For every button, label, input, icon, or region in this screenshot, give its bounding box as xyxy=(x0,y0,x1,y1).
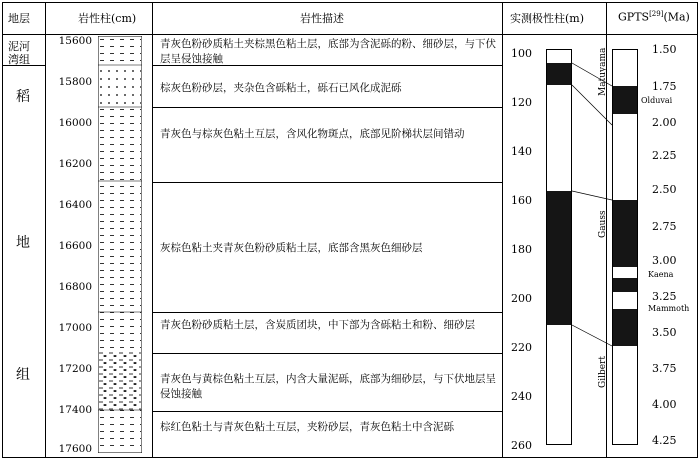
chron-olduvai-label: Olduvai xyxy=(641,96,673,105)
gpts-tick: 4.00 xyxy=(652,398,677,411)
gpts-tick: 2.75 xyxy=(652,220,677,233)
gpts-ref: [29] xyxy=(649,10,664,18)
gpts-normal-olduvai xyxy=(613,86,637,114)
depth-tick: 16200 xyxy=(58,158,92,170)
lith-layer-3 xyxy=(99,107,141,181)
depth-tick: 17000 xyxy=(58,322,92,334)
gpts-tick: 3.75 xyxy=(652,362,677,375)
depth-tick: 16800 xyxy=(58,281,92,293)
description-divider xyxy=(152,312,502,313)
depth-tick: 17200 xyxy=(58,363,92,375)
polarity-normal-2 xyxy=(547,191,571,325)
polarity-tick: 180 xyxy=(511,243,532,256)
depth-tick: 15600 xyxy=(58,35,92,47)
unit-zu: 组 xyxy=(16,367,30,383)
chron-matuyama-label: Matuyama xyxy=(598,47,608,96)
header-description: 岩性描述 xyxy=(300,12,344,25)
description-divider xyxy=(152,107,502,108)
description-row-3: 青灰色与棕灰色粘土互层，含风化物斑点，底部见阶梯状层间错动 xyxy=(160,128,465,140)
description-divider xyxy=(152,182,502,183)
unit-nihewan-line2: 湾组 xyxy=(8,53,30,66)
unit-di: 地 xyxy=(16,235,30,251)
header-polarity-column: 实测极性柱(m) xyxy=(510,12,585,25)
gpts-tick: 4.25 xyxy=(652,434,677,447)
depth-tick: 16600 xyxy=(58,240,92,252)
chron-kaena-label: Kaena xyxy=(648,270,674,279)
gpts-tick: 1.50 xyxy=(652,43,677,56)
header-gpts xyxy=(618,10,690,24)
unit-dao: 稻 xyxy=(16,89,30,105)
depth-tick: 17400 xyxy=(58,404,92,416)
gpts-unit: (Ma) xyxy=(663,10,690,24)
description-divider xyxy=(152,353,502,354)
polarity-tick: 220 xyxy=(511,341,532,354)
lith-layer-5 xyxy=(99,312,141,352)
depth-tick: 16400 xyxy=(58,199,92,211)
gpts-tick: 2.25 xyxy=(652,149,677,162)
polarity-tick: 140 xyxy=(511,145,532,158)
header-lithology-column: 岩性柱(cm) xyxy=(78,12,137,25)
depth-tick: 17600 xyxy=(58,443,92,455)
gpts-tick: 1.75 xyxy=(652,80,677,93)
chron-mammoth-label: Mammoth xyxy=(648,304,690,313)
polarity-normal-1 xyxy=(547,63,571,85)
lith-layer-1 xyxy=(99,37,141,65)
column-divider-1 xyxy=(45,2,46,458)
description-row-6: 青灰色与黄棕色粘土互层，内含大量泥砾，底部为细砂层，与下伏地层呈侵蚀接触 xyxy=(160,373,496,400)
description-divider xyxy=(152,65,502,66)
correlation-lines xyxy=(572,40,612,460)
gpts-normal-gauss-1 xyxy=(613,200,637,267)
depth-tick: 15800 xyxy=(58,76,92,88)
gpts-tick: 3.25 xyxy=(652,290,677,303)
polarity-tick: 120 xyxy=(511,96,532,109)
description-row-2: 棕灰色粉砂层，夹杂色含砾粘土，砾石已风化成泥砾 xyxy=(160,82,402,94)
lith-layer-6 xyxy=(99,352,141,410)
description-row-1: 青灰色粉砂质粘土夹棕黑色粘土层，底部为含泥砾的粉、细砂层，与下伏层呈侵蚀接触 xyxy=(160,38,496,65)
lith-layer-2 xyxy=(99,65,141,107)
gpts-tick: 2.50 xyxy=(652,183,677,196)
gpts-normal-gauss-2 xyxy=(613,278,637,292)
polarity-tick: 240 xyxy=(511,390,532,403)
header-divider xyxy=(2,34,698,35)
polarity-tick: 200 xyxy=(511,292,532,305)
unit-nihewan-line1: 泥河 xyxy=(8,40,30,53)
description-divider xyxy=(152,411,502,412)
polarity-tick: 160 xyxy=(511,194,532,207)
polarity-tick: 260 xyxy=(511,439,532,452)
unit-divider xyxy=(2,65,45,66)
lith-layer-7 xyxy=(99,410,141,452)
depth-tick: 16000 xyxy=(58,117,92,129)
description-row-4: 灰棕色粘土夹青灰色粉砂质粘土层，底部含黑灰色细砂层 xyxy=(160,242,423,254)
gpts-tick: 2.00 xyxy=(652,116,677,129)
column-divider-2 xyxy=(152,2,153,458)
lith-layer-4 xyxy=(99,181,141,312)
gpts-label: GPTS xyxy=(618,10,650,24)
description-row-5: 青灰色粉砂质粘土层，含炭质团块，中下部为含砾粘土和粉、细砂层 xyxy=(160,319,475,331)
gpts-tick: 3.00 xyxy=(652,254,677,267)
header-stratum: 地层 xyxy=(8,12,30,25)
gpts-normal-gauss-3 xyxy=(613,309,637,346)
chron-gilbert-label: Gilbert xyxy=(598,356,608,388)
polarity-tick: 100 xyxy=(511,47,532,60)
lithology-column xyxy=(98,36,142,453)
gpts-tick: 3.50 xyxy=(652,326,677,339)
chron-gauss-label: Gauss xyxy=(598,210,608,238)
description-row-7: 棕红色粘土与青灰色粘土互层，夹粉砂层，青灰色粘土中含泥砾 xyxy=(160,421,454,433)
